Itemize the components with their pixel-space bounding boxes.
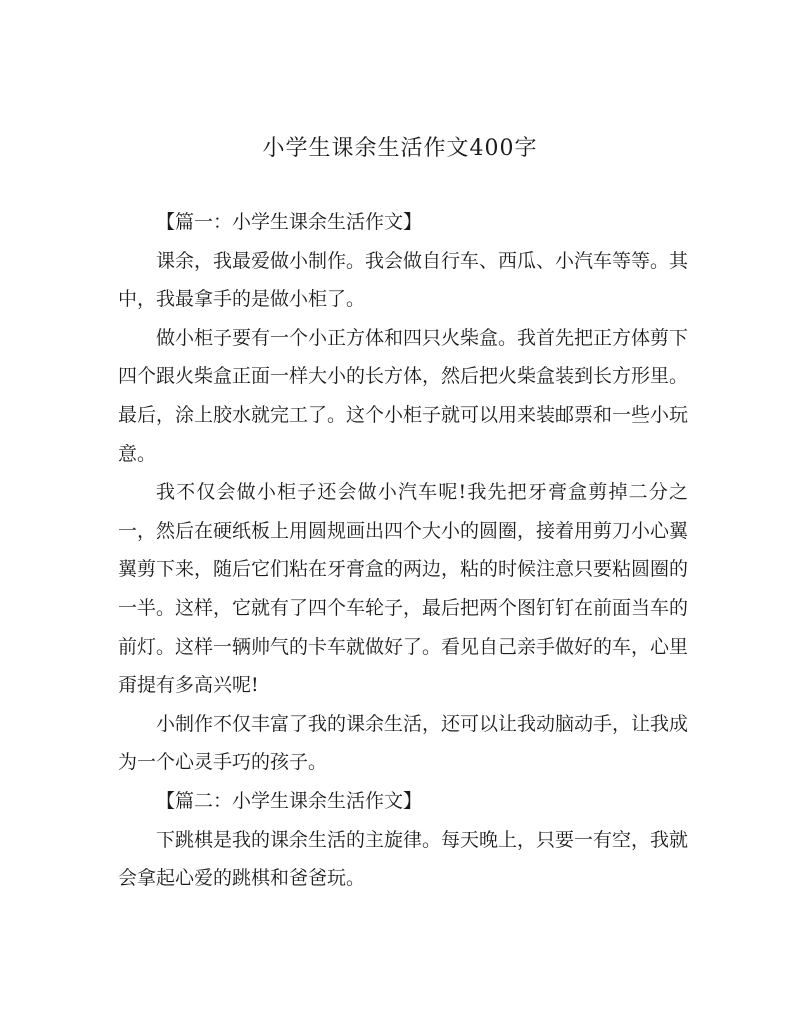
paragraph-5: 下跳棋是我的课余生活的主旋律。每天晚上，只要一有空，我就会拿起心爱的跳棋和爸爸玩。 [118, 828, 689, 890]
paragraph-4: 小制作不仅丰富了我的课余生活，还可以让我动脑动手，让我成为一个心灵手巧的孩子。 [118, 712, 689, 774]
paragraph-2: 做小柜子要有一个小正方体和四只火柴盒。我首先把正方体剪下四个跟火柴盒正面一样大小的长方体，然后把火柴盒装到长方形里。最后，涂上胶水就完工了。这个小柜子就可以用来装邮票和一些小玩意。 [118, 326, 689, 465]
paragraph-1: 课余，我最爱做小制作。我会做自行车、西瓜、小汽车等等。其中，我最拿手的是做小柜了。 [118, 249, 689, 311]
paragraph-3: 我不仅会做小柜子还会做小汽车呢!我先把牙膏盒剪掉二分之一，然后在硬纸板上用圆规画出四个大小的圆圈，接着用剪刀小心翼翼剪下来，随后它们粘在牙膏盒的两边，粘的时候注意只要粘圆圈的一半。这样，它就有了四个车轮子，最后把两个图钉钉在前面当车的前灯。这样一辆帅气的卡车就做好了。看见自己亲手做好的车，心里甭提有多高兴呢! [118, 481, 689, 697]
document-title: 小学生课余生活作文400字 [262, 136, 538, 161]
section-heading-1: 【篇一：小学生课余生活作文】 [156, 211, 423, 233]
document-body [118, 203, 688, 898]
section-heading-2: 【篇二：小学生课余生活作文】 [156, 789, 423, 812]
